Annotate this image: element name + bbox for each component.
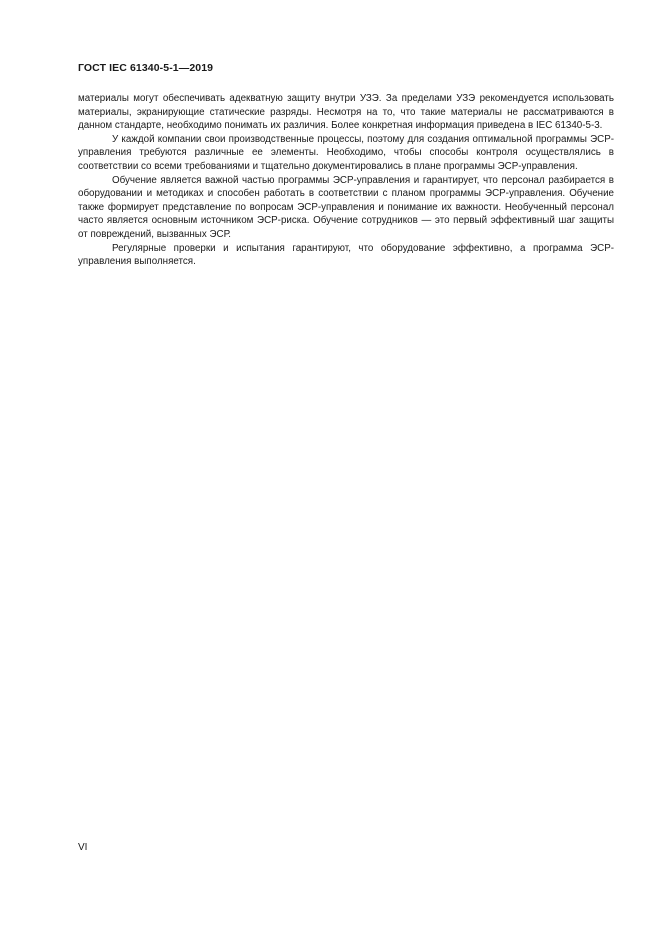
paragraph-training: Обучение является важной частью программы ЭСР-управления и гарантирует, что персонал разбирается в оборудовании и методиках и способен работать в соответствии с планом программы ЭСР-управления. Обучение также формирует представление по вопросам ЭСР-управления и понимание их важности. Необученный персонал часто является основным источником ЭСР-риска. Обучение сотрудников — это первый эффективный шаг защиты от повреждений, вызванных ЭСР. xyxy=(78,174,614,240)
paragraph-inspections: Регулярные проверки и испытания гарантируют, что оборудование эффективно, а программа ЭСР-управления выполняется. xyxy=(78,242,614,268)
document-body xyxy=(78,92,614,269)
paragraph-processes: У каждой компании свои производственные процессы, поэтому для создания оптимальной программы ЭСР-управления требуются различные ее элементы. Необходимо, чтобы способы контроля осуществлялись в соответствии со всеми требованиями и тщательно документировались в плане программы ЭСР-управления. xyxy=(78,133,614,172)
page-number: VI xyxy=(78,842,88,853)
paragraph-continuation: материалы могут обеспечивать адекватную защиту внутри УЗЭ. За пределами УЗЭ рекомендуется использовать материалы, экранирующие статические разряды. Несмотря на то, что такие материалы не рассматриваются в данном стандарте, необходимо понимать их различия. Более конкретная информация приведена в IEC 61340-5-3. xyxy=(78,93,614,132)
document-header: ГОСТ IEC 61340-5-1—2019 xyxy=(78,62,214,74)
